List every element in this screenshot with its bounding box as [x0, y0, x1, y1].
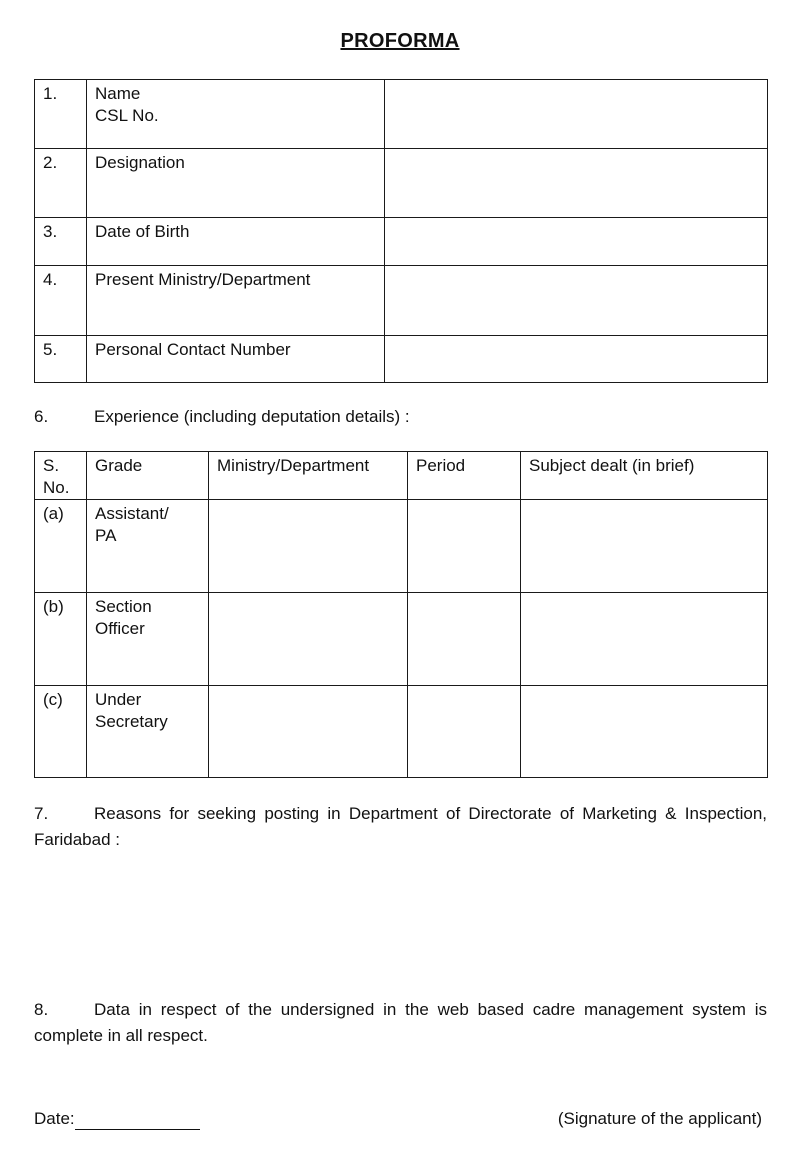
cell-period[interactable] [408, 593, 521, 686]
column-header-line: No. [43, 478, 70, 497]
signature-label: (Signature of the applicant) [557, 1109, 762, 1128]
row-number: 5. [35, 336, 87, 383]
personal-details-table [34, 79, 768, 383]
table-row [35, 500, 768, 593]
page-title: PROFORMA [340, 30, 460, 52]
grade-line: Under [95, 690, 142, 709]
grade-line: Officer [95, 619, 145, 638]
table-row [35, 218, 768, 266]
item-number: 6. [34, 407, 49, 426]
date-blank-line[interactable] [75, 1111, 200, 1130]
cell-subject[interactable] [521, 686, 768, 778]
date-field [34, 1108, 200, 1130]
row-grade [87, 686, 209, 778]
row-number: 2. [35, 149, 87, 218]
date-label: Date: [34, 1109, 75, 1128]
table-row [35, 149, 768, 218]
column-header-ministry: Ministry/Department [209, 452, 408, 500]
cell-ministry[interactable] [209, 686, 408, 778]
reasons-paragraph [34, 801, 767, 853]
cell-ministry[interactable] [209, 593, 408, 686]
row-sno: (c) [35, 686, 87, 778]
column-header-subject: Subject dealt (in brief) [521, 452, 768, 500]
grade-line: Secretary [95, 712, 168, 731]
experience-heading-text: Experience (including deputation details) : [94, 407, 410, 426]
row-number: 3. [35, 218, 87, 266]
cell-period[interactable] [408, 686, 521, 778]
cell-ministry[interactable] [209, 500, 408, 593]
field-label-line: Name [95, 84, 141, 103]
field-label-ministry: Present Ministry/Department [87, 266, 385, 336]
cell-subject[interactable] [521, 593, 768, 686]
table-row [35, 336, 768, 383]
field-value-contact[interactable] [385, 336, 768, 383]
field-value-name[interactable] [385, 80, 768, 149]
table-row [35, 80, 768, 149]
field-label-contact: Personal Contact Number [87, 336, 385, 383]
row-grade [87, 500, 209, 593]
declaration-text: Data in respect of the undersigned in the web based cadre management system is complete in all respect. [34, 1000, 767, 1045]
column-header-sno [35, 452, 87, 500]
item-number: 8. [34, 1000, 49, 1019]
field-label-designation: Designation [87, 149, 385, 218]
cell-period[interactable] [408, 500, 521, 593]
field-value-dob[interactable] [385, 218, 768, 266]
column-header-period: Period [408, 452, 521, 500]
grade-line: Section [95, 597, 152, 616]
table-row [35, 686, 768, 778]
column-header-line: S. [43, 456, 60, 475]
row-sno: (b) [35, 593, 87, 686]
table-row [35, 266, 768, 336]
experience-table [34, 451, 768, 778]
field-value-designation[interactable] [385, 149, 768, 218]
field-label-line: CSL No. [95, 106, 159, 125]
row-sno: (a) [35, 500, 87, 593]
row-grade [87, 593, 209, 686]
item-number: 7. [34, 804, 49, 823]
experience-heading [34, 406, 767, 428]
cell-subject[interactable] [521, 500, 768, 593]
grade-line: PA [95, 526, 117, 545]
field-label-dob: Date of Birth [87, 218, 385, 266]
declaration-paragraph [34, 997, 767, 1049]
field-label-name [87, 80, 385, 149]
column-header-grade: Grade [87, 452, 209, 500]
row-number: 4. [35, 266, 87, 336]
field-value-ministry[interactable] [385, 266, 768, 336]
table-header-row [35, 452, 768, 500]
row-number: 1. [35, 80, 87, 149]
reasons-text: Reasons for seeking posting in Department of Directorate of Marketing & Inspection, Faridabad : [34, 804, 767, 849]
grade-line: Assistant/ [95, 504, 169, 523]
table-row [35, 593, 768, 686]
